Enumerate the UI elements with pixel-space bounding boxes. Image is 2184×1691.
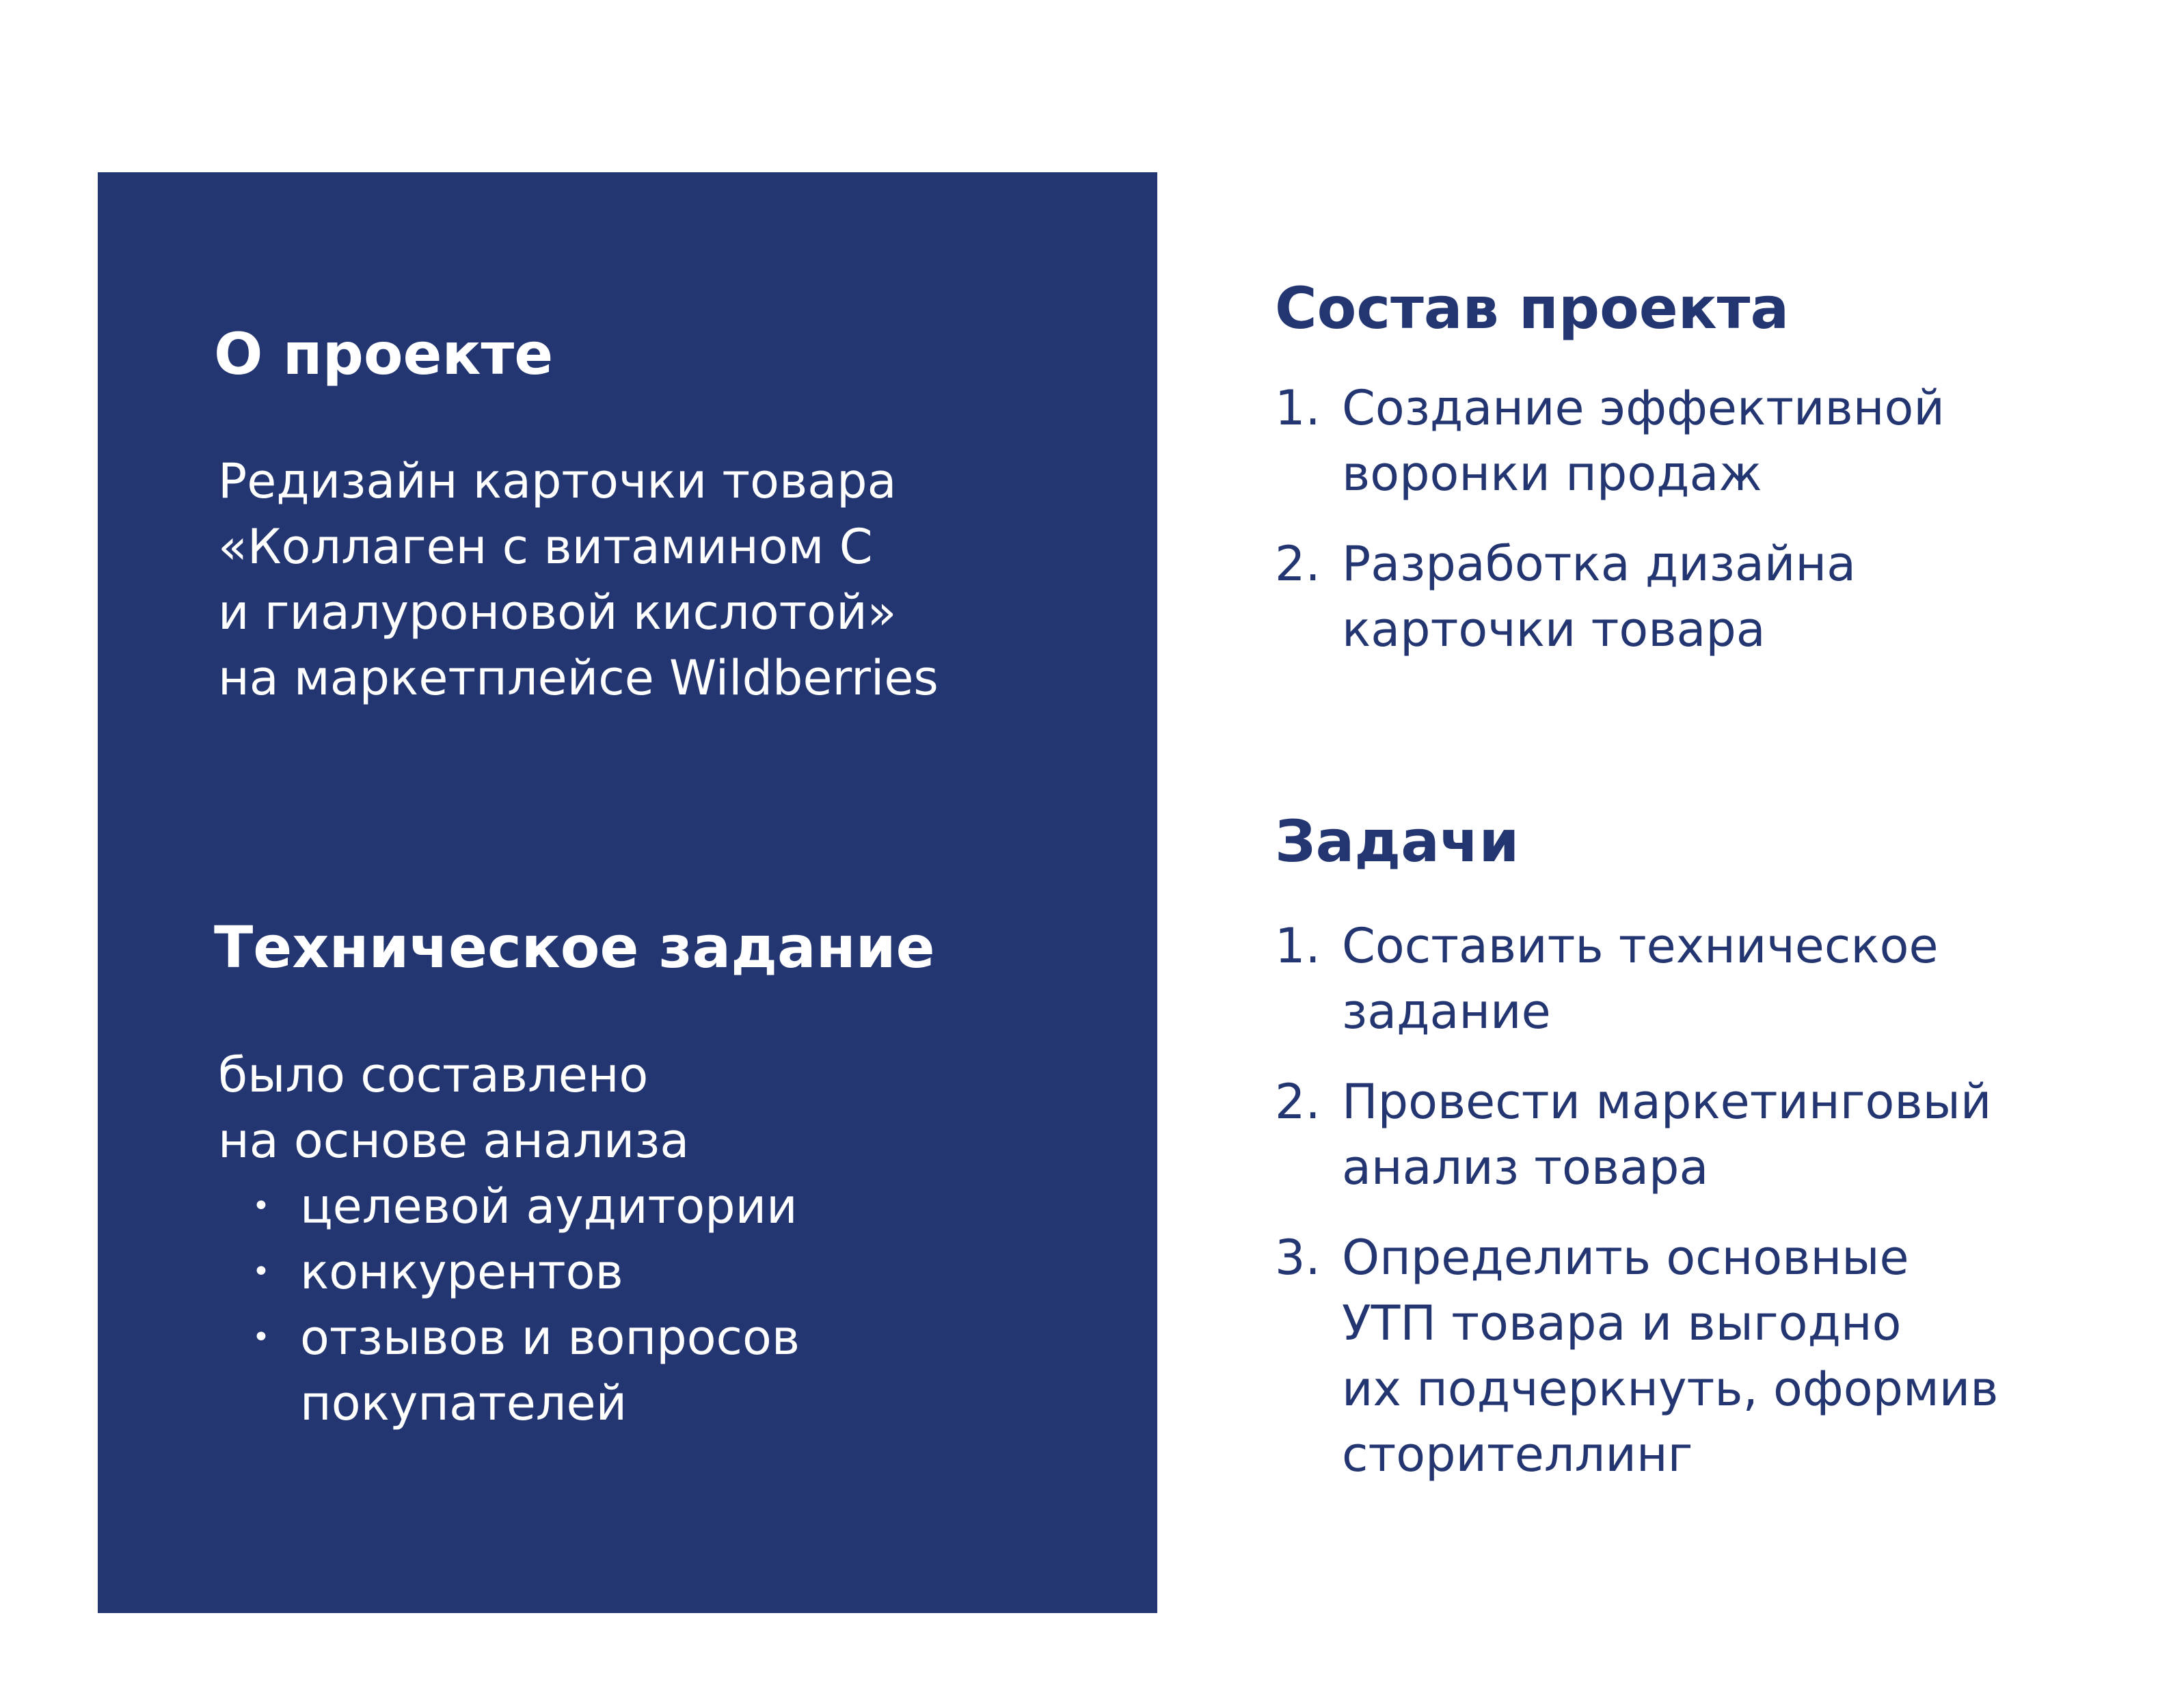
list-item [1275, 1225, 2163, 1487]
about-line: Редизайн карточки товара [218, 453, 897, 510]
composition-list [1275, 375, 2163, 662]
about-section [214, 323, 1116, 711]
list-item-text: карточки товара [1342, 601, 1766, 658]
tech-spec-bullet-list [252, 1174, 1116, 1436]
list-item [1275, 1069, 2163, 1200]
list-item-text: Составить техническое [1342, 917, 1939, 974]
info-panel [98, 172, 1157, 1613]
about-line: и гиалуроновой кислотой» [218, 584, 897, 641]
list-item-text: Провести маркетинговый [1342, 1073, 1992, 1130]
list-item [1275, 913, 2163, 1044]
bullet-dot-icon: • [252, 1319, 270, 1355]
bullet-text: отзывов и вопросов [300, 1309, 800, 1366]
list-item-text: УТП товара и выгодно [1342, 1295, 1902, 1351]
tech-spec-intro-line: на основе анализа [218, 1112, 690, 1169]
list-item-text: Разработка дизайна [1342, 536, 1857, 593]
bullet-text: конкурентов [300, 1243, 623, 1300]
tasks-title: Задачи [1275, 808, 1520, 876]
composition-section [1275, 277, 2163, 662]
list-item-text: воронки продаж [1342, 446, 1762, 502]
tasks-section [1275, 810, 2163, 1487]
tasks-list [1275, 913, 2163, 1487]
list-number: 3. [1275, 1229, 1321, 1286]
about-title: О проекте [214, 321, 554, 388]
tech-spec-section [214, 916, 1116, 1435]
list-number: 1. [1275, 917, 1321, 974]
list-item [252, 1305, 1116, 1436]
tech-spec-title: Техническое задание [214, 914, 935, 982]
bullet-text: целевой аудитории [300, 1178, 798, 1234]
list-item-text: Определить основные [1342, 1229, 1909, 1286]
list-item-text: их подчеркнуть, оформив [1342, 1360, 1999, 1417]
bullet-dot-icon: • [252, 1254, 270, 1289]
right-column [1275, 277, 2163, 1487]
list-number: 2. [1275, 536, 1321, 593]
list-item-text: Создание эффективной [1342, 380, 1945, 437]
list-item [1275, 375, 2163, 506]
list-item-text: задание [1342, 983, 1551, 1040]
tech-spec-intro-line: было составлено [218, 1046, 649, 1103]
list-item-text: сторителлинг [1342, 1426, 1693, 1483]
list-item [252, 1239, 1116, 1305]
about-description [218, 448, 1116, 711]
list-number: 2. [1275, 1073, 1321, 1130]
list-item [1275, 531, 2163, 662]
info-panel-content [214, 323, 1116, 1436]
composition-title: Состав проекта [1275, 275, 1790, 342]
about-line: «Коллаген с витамином С [218, 519, 873, 576]
about-line: на маркетплейсе Wildberries [218, 650, 939, 707]
tech-spec-description [218, 1042, 1116, 1436]
list-item [252, 1174, 1116, 1239]
list-number: 1. [1275, 380, 1321, 437]
bullet-text: покупателей [300, 1375, 628, 1431]
bullet-dot-icon: • [252, 1188, 270, 1223]
list-item-text: анализ товара [1342, 1139, 1709, 1195]
